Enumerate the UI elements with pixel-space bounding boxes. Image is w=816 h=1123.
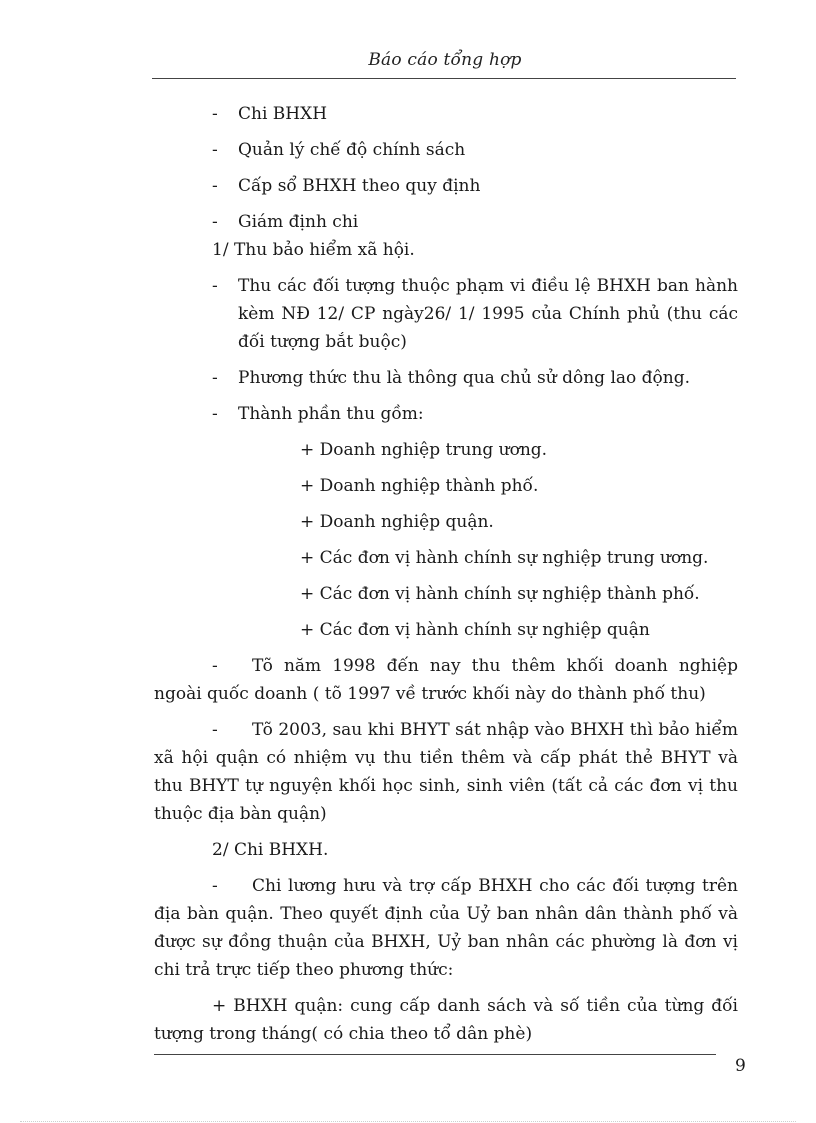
list-item-text: Quản lý chế độ chính sách	[238, 140, 466, 160]
list-item-text: Phương thức thu là thông qua chủ sử dông lao động.	[238, 368, 691, 388]
list-marker: -	[212, 276, 218, 296]
list-item	[154, 100, 738, 128]
paragraph-text: Chi lương hưu và trợ cấp BHXH cho các đối tượng trên địa bàn quận. Theo quyết định của Uỷ ban nhân dân thành phố và được sự đồng thuận của BHXH, Uỷ ban nhân các phường là đơn vị chi trả trực tiếp theo phương thức:	[154, 876, 738, 980]
list-item-text: Thành phần thu gồm:	[238, 404, 424, 424]
paragraph-text: Tõ năm 1998 đến nay thu thêm khối doanh nghiệp ngoài quốc doanh ( tõ 1997 về trước khối này do thành phố thu)	[154, 656, 738, 704]
paragraph-marker: -	[212, 720, 218, 740]
footer-divider	[154, 1054, 716, 1055]
sub-list-item: + Doanh nghiệp thành phố.	[300, 476, 539, 496]
list-item	[154, 208, 738, 236]
plus-paragraph: + BHXH quận: cung cấp danh sách và số tiền của từng đối tượng trong tháng( có chia theo tổ dân phè)	[154, 996, 738, 1044]
page-body	[154, 100, 738, 1048]
list-marker: -	[212, 104, 218, 124]
paragraph	[154, 652, 738, 708]
list-item	[154, 272, 738, 356]
list-item	[154, 364, 738, 392]
list-item	[154, 136, 738, 164]
page-bottom-border	[20, 1121, 796, 1122]
sub-list-item: + Doanh nghiệp trung ương.	[300, 440, 548, 460]
paragraph-text: Tõ 2003, sau khi BHYT sát nhập vào BHXH thì bảo hiểm xã hội quận có nhiệm vụ thu tiền thêm và cấp phát thẻ BHYT và thu BHYT tự nguyện khối học sinh, sinh viên (tất cả các đơn vị thu thuộc địa bàn quận)	[154, 720, 738, 824]
header-divider	[152, 78, 736, 79]
list-item	[154, 172, 738, 200]
sub-list-item: + Doanh nghiệp quận.	[300, 512, 494, 532]
sub-list-item: + Các đơn vị hành chính sự nghiệp trung ương.	[300, 548, 709, 568]
list-item	[154, 400, 738, 428]
list-marker: -	[212, 368, 218, 388]
list-marker: -	[212, 404, 218, 424]
list-item-text: Chi BHXH	[238, 104, 328, 124]
paragraph	[154, 716, 738, 828]
paragraph-marker: -	[212, 876, 218, 896]
section-heading-1: 1/ Thu bảo hiểm xã hội.	[212, 240, 415, 260]
list-item-text: Thu các đối tượng thuộc phạm vi điều lệ BHXH ban hành kèm NĐ 12/ CP ngày26/ 1/ 1995 của Chính phủ (thu các đối tượng bắt buộc)	[238, 276, 738, 352]
list-marker: -	[212, 140, 218, 160]
sub-list-item: + Các đơn vị hành chính sự nghiệp thành phố.	[300, 584, 700, 604]
list-marker: -	[212, 176, 218, 196]
page-number: 9	[735, 1056, 746, 1076]
section-heading-2: 2/ Chi BHXH.	[212, 840, 329, 860]
page-header-title: Báo cáo tổng hợp	[368, 50, 522, 70]
paragraph	[154, 872, 738, 984]
list-marker: -	[212, 212, 218, 232]
list-item-text: Giám định chi	[238, 212, 359, 232]
sub-list-item: + Các đơn vị hành chính sự nghiệp quận	[300, 620, 650, 640]
list-item-text: Cấp sổ BHXH theo quy định	[238, 176, 481, 196]
paragraph-marker: -	[212, 656, 218, 676]
